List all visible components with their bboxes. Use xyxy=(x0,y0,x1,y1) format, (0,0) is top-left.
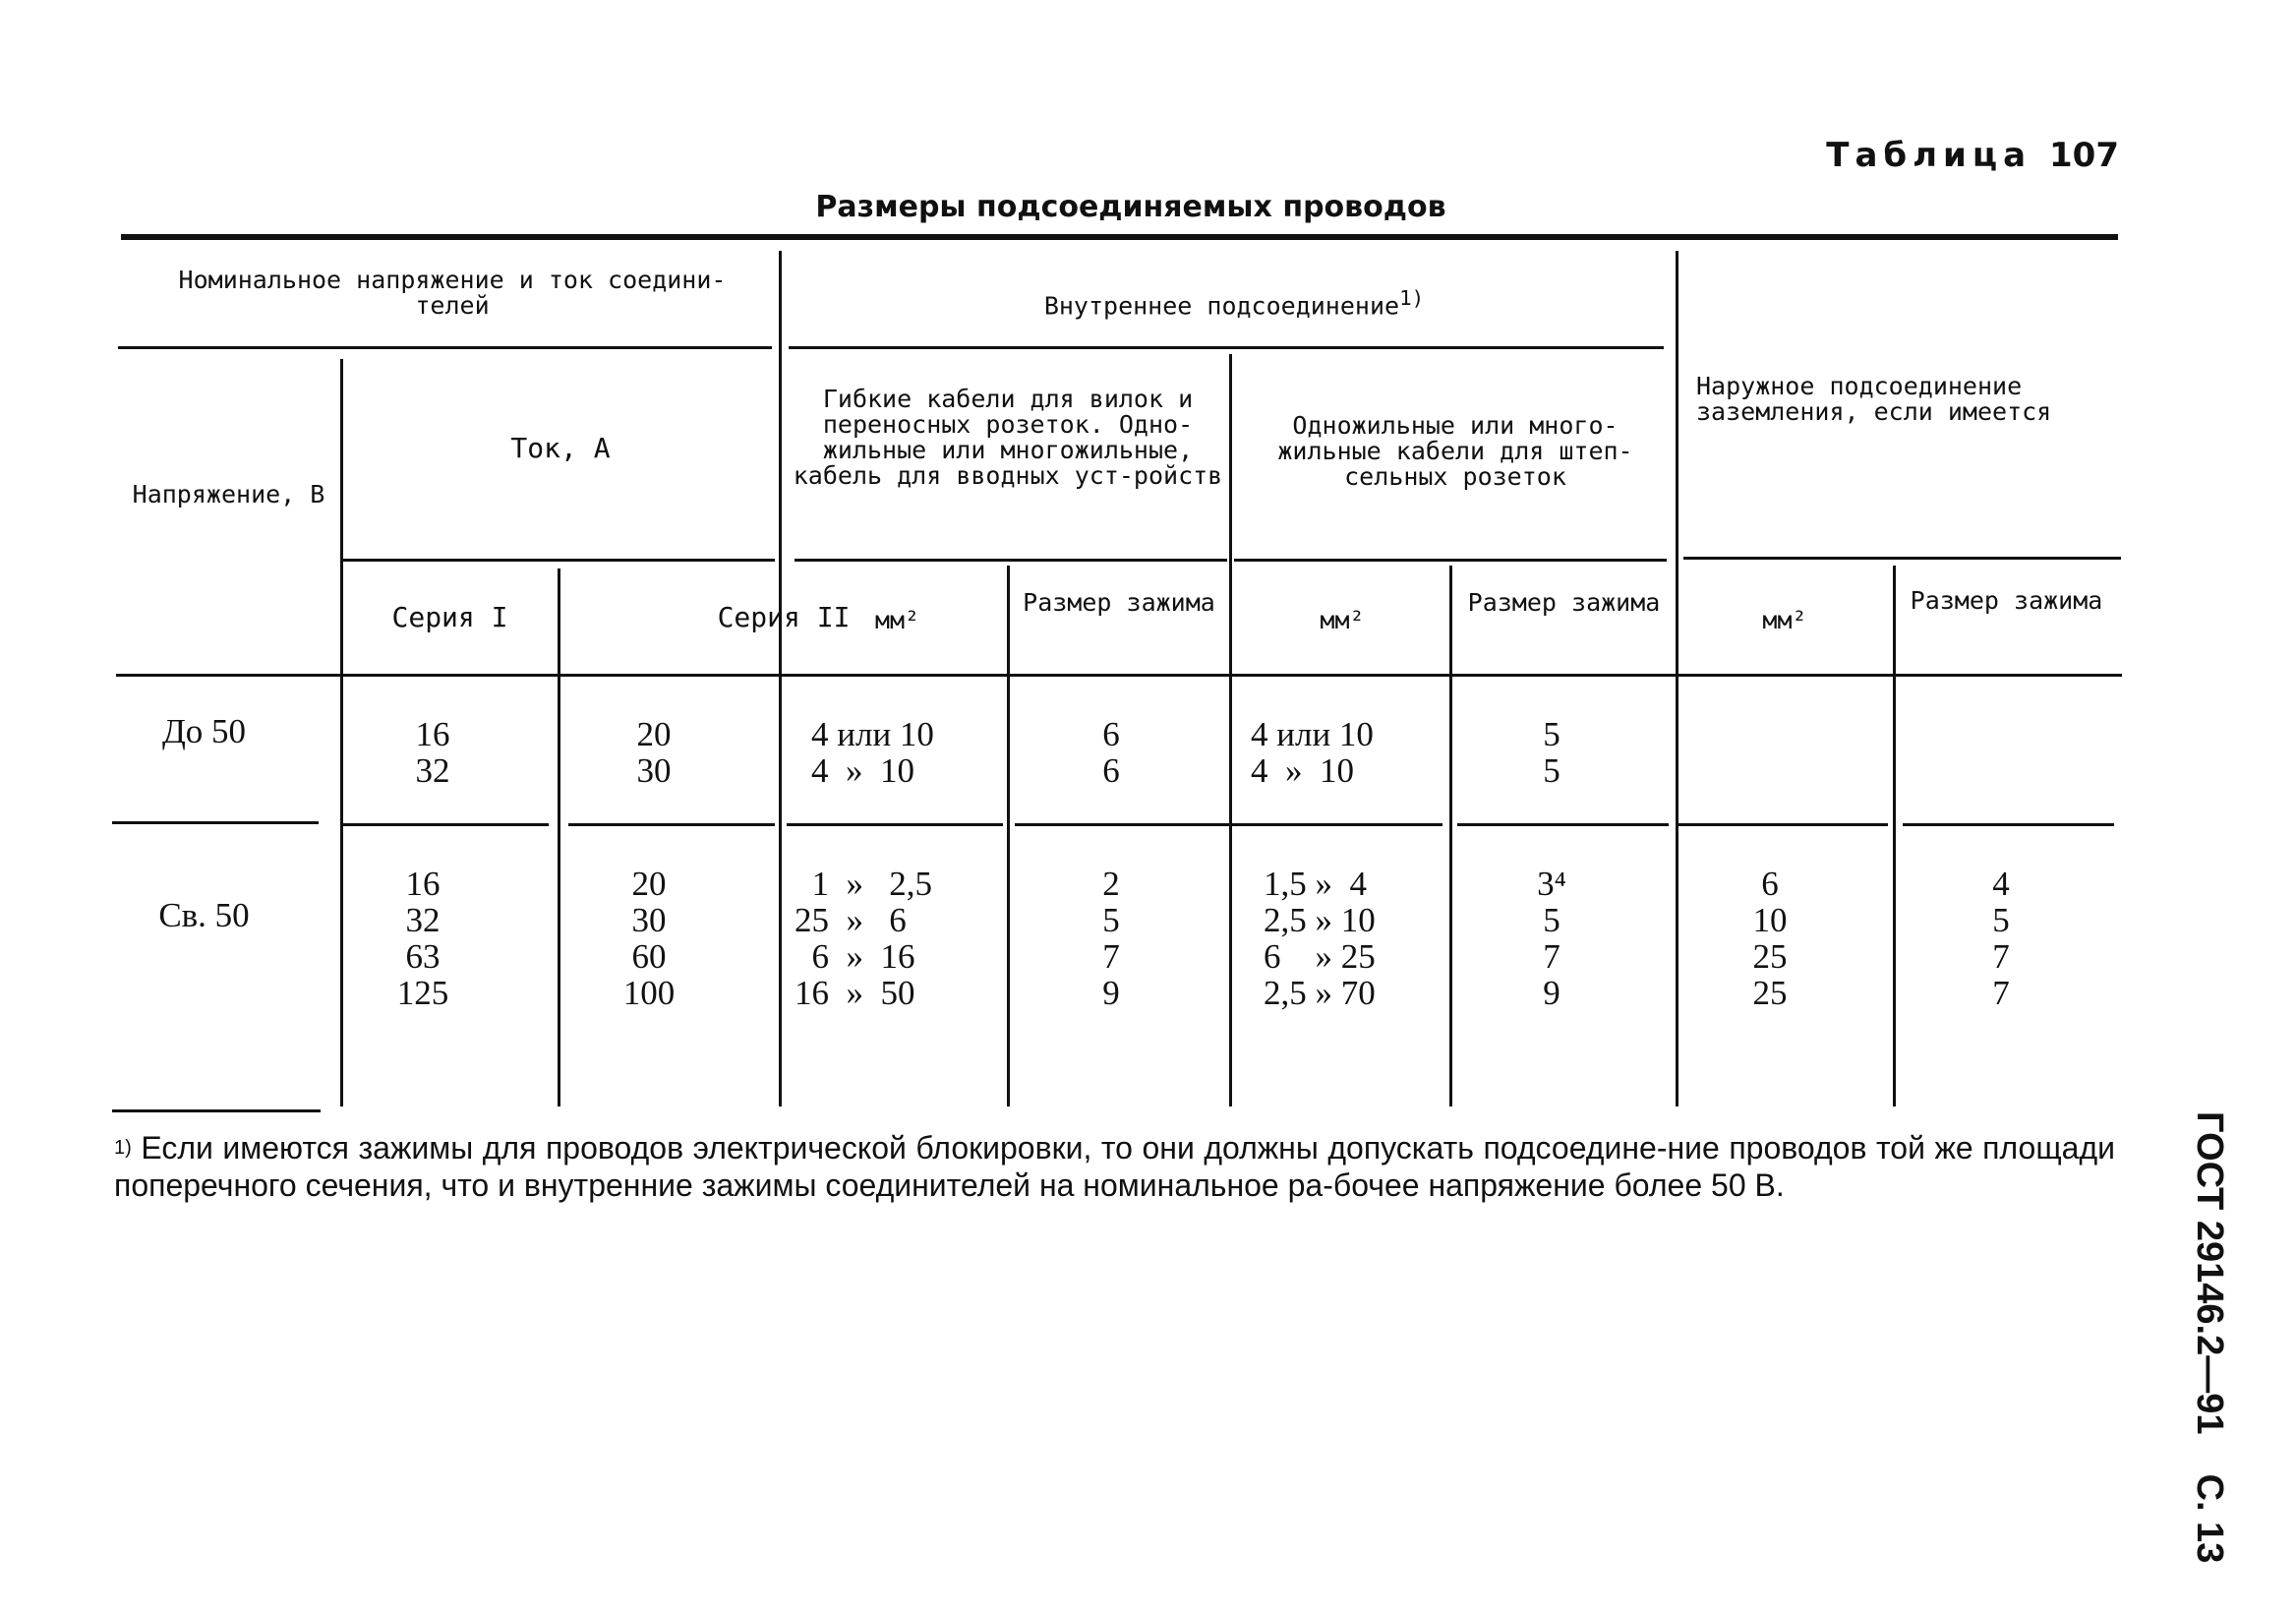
header-series-1: Серия I xyxy=(391,601,508,633)
header-single-mm2: мм² xyxy=(1320,606,1365,634)
row2-single-clamp: 3⁴ 5 7 9 xyxy=(1537,865,1566,1012)
header-current: Ток, А xyxy=(510,432,611,464)
header-internal-footnote-mark: 1) xyxy=(1399,286,1425,310)
header-rated: Номинальное напряжение и ток соедини-телей xyxy=(178,266,727,320)
row1-single-mm2: 4 или 10 4 » 10 xyxy=(1251,715,1374,790)
row1-voltage: До 50 xyxy=(161,712,247,750)
row2-voltage: Св. 50 xyxy=(158,896,250,934)
row2-flex-clamp: 2 5 7 9 xyxy=(1102,865,1120,1012)
side-doc-number: ГОСТ 29146.2—91 xyxy=(2189,1111,2230,1435)
header-single: Одножильные или много-жильные кабели для штеп-сельных розеток xyxy=(1277,411,1633,491)
row1-flex-clamp: 6 6 xyxy=(1102,715,1120,790)
row2-ext-mm2: 6 10 25 25 xyxy=(1752,865,1788,1012)
table-number xyxy=(1826,136,2119,175)
row2-series2: 20 30 60 100 xyxy=(622,865,676,1012)
row2-ext-clamp: 4 5 7 7 xyxy=(1992,865,2010,1012)
header-flexible: Гибкие кабели для вилок и переносных розеток. Одно-жильные или многожильные, кабель для вводных уст-ройств xyxy=(793,385,1223,490)
table-number-value: 107 xyxy=(2049,136,2119,175)
table-number-label: Таблица xyxy=(1826,136,2032,175)
header-flex-mm2: мм² xyxy=(874,606,920,634)
header-voltage: Напряжение, В xyxy=(132,480,325,508)
footnote xyxy=(114,1129,2115,1204)
header-internal-label: Внутреннее подсоединение xyxy=(1043,291,1400,321)
row1-single-clamp: 5 5 xyxy=(1543,715,1560,790)
row1-series1: 16 32 xyxy=(415,715,450,790)
row2-series1: 16 32 63 125 xyxy=(396,865,449,1012)
header-series-2: Серия II xyxy=(717,601,851,633)
header-internal xyxy=(801,285,1667,319)
header-ext-clamp: Размер зажима xyxy=(1910,586,2103,615)
row1-flex-mm2: 4 или 10 4 » 10 xyxy=(811,715,934,790)
header-single-clamp: Размер зажима xyxy=(1467,588,1661,617)
footnote-text: Если имеются зажимы для проводов электрической блокировки, то они должны допускать подсоедине-ние проводов той же площади поперечного сечения, что и внутренние зажимы соединителей на номинальное ра-бочее напряжение более 50 В. xyxy=(114,1130,2116,1203)
header-external: Наружное подсоединение заземления, если имеется xyxy=(1696,372,2052,426)
header-flex-clamp: Размер зажима xyxy=(1023,588,1215,617)
row2-single-mm2: 1,5 » 4 2,5 » 10 6 » 25 2,5 » 70 xyxy=(1264,865,1376,1012)
row2-flex-mm2: 1 » 2,5 25 » 6 6 » 16 16 » 50 xyxy=(795,865,932,1012)
row1-series2: 20 30 xyxy=(636,715,672,790)
side-page-number: С. 13 xyxy=(2189,1473,2230,1564)
footnote-mark: 1) xyxy=(114,1137,132,1159)
side-running-header xyxy=(2188,1111,2230,1563)
header-ext-mm2: мм² xyxy=(1762,606,1807,634)
table-title: Размеры подсоединяемых проводов xyxy=(815,190,1446,224)
